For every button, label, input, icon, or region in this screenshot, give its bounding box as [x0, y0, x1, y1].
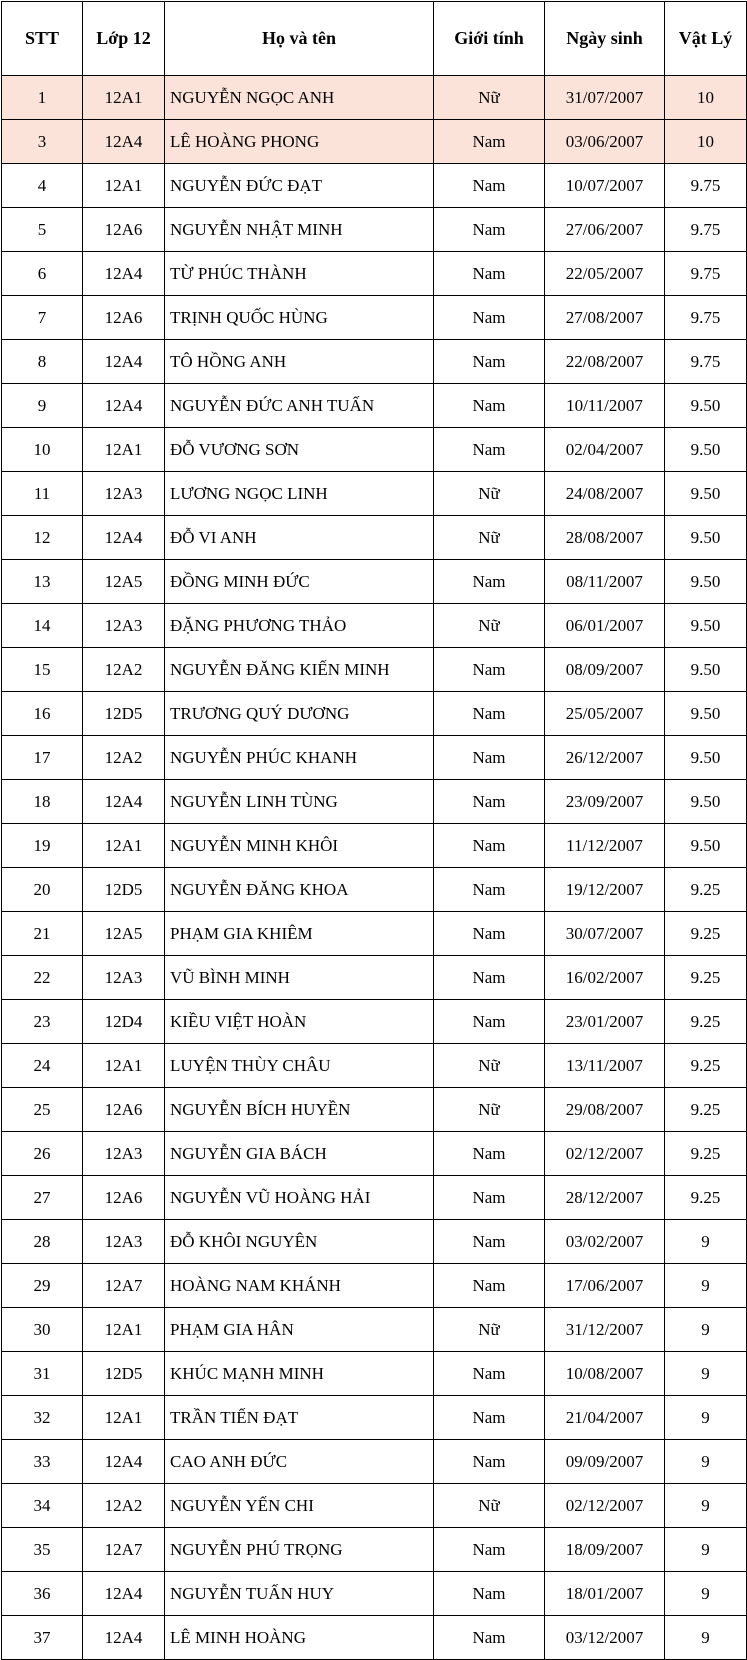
cell-physics: 9.75 [665, 340, 747, 384]
cell-dob: 10/08/2007 [545, 1352, 665, 1396]
cell-physics: 9 [665, 1484, 747, 1528]
cell-name: TRẦN TIẾN ĐẠT [165, 1396, 434, 1440]
cell-name: LƯƠNG NGỌC LINH [165, 472, 434, 516]
cell-dob: 02/04/2007 [545, 428, 665, 472]
cell-name: TRƯƠNG QUÝ DƯƠNG [165, 692, 434, 736]
table-row [2, 868, 747, 912]
cell-stt: 10 [2, 428, 83, 472]
table-row [2, 912, 747, 956]
table-row [2, 208, 747, 252]
table-row [2, 956, 747, 1000]
table-row [2, 1572, 747, 1616]
cell-class: 12A6 [83, 208, 165, 252]
cell-dob: 22/08/2007 [545, 340, 665, 384]
cell-class: 12A4 [83, 1572, 165, 1616]
cell-dob: 19/12/2007 [545, 868, 665, 912]
cell-name: NGUYỄN VŨ HOÀNG HẢI [165, 1176, 434, 1220]
table-row [2, 1000, 747, 1044]
cell-class: 12A5 [83, 560, 165, 604]
cell-gender: Nam [434, 1572, 545, 1616]
cell-dob: 10/11/2007 [545, 384, 665, 428]
cell-gender: Nam [434, 956, 545, 1000]
cell-physics: 9.50 [665, 824, 747, 868]
cell-physics: 9 [665, 1528, 747, 1572]
cell-stt: 14 [2, 604, 83, 648]
cell-dob: 21/04/2007 [545, 1396, 665, 1440]
cell-class: 12A3 [83, 1132, 165, 1176]
cell-gender: Nam [434, 560, 545, 604]
cell-name: LUYỆN THÙY CHÂU [165, 1044, 434, 1088]
cell-stt: 5 [2, 208, 83, 252]
cell-name: NGUYỄN NGỌC ANH [165, 76, 434, 120]
cell-physics: 9.25 [665, 912, 747, 956]
cell-stt: 8 [2, 340, 83, 384]
cell-stt: 24 [2, 1044, 83, 1088]
cell-dob: 27/06/2007 [545, 208, 665, 252]
cell-name: NGUYỄN TUẤN HUY [165, 1572, 434, 1616]
cell-dob: 23/09/2007 [545, 780, 665, 824]
cell-dob: 03/02/2007 [545, 1220, 665, 1264]
cell-stt: 21 [2, 912, 83, 956]
cell-class: 12A4 [83, 120, 165, 164]
cell-class: 12A4 [83, 516, 165, 560]
score-sheet [1, 1, 746, 1660]
cell-physics: 9 [665, 1572, 747, 1616]
cell-gender: Nam [434, 868, 545, 912]
cell-dob: 02/12/2007 [545, 1484, 665, 1528]
cell-stt: 9 [2, 384, 83, 428]
cell-name: KIỀU VIỆT HOÀN [165, 1000, 434, 1044]
cell-name: NGUYỄN ĐĂNG KHOA [165, 868, 434, 912]
cell-class: 12A1 [83, 76, 165, 120]
header-dob: Ngày sinh [545, 2, 665, 76]
cell-name: PHẠM GIA KHIÊM [165, 912, 434, 956]
cell-class: 12A3 [83, 956, 165, 1000]
cell-stt: 22 [2, 956, 83, 1000]
cell-class: 12A1 [83, 824, 165, 868]
cell-class: 12A7 [83, 1528, 165, 1572]
cell-physics: 9.50 [665, 384, 747, 428]
header-name: Họ và tên [165, 2, 434, 76]
cell-physics: 9 [665, 1440, 747, 1484]
cell-name: ĐẶNG PHƯƠNG THẢO [165, 604, 434, 648]
cell-class: 12A1 [83, 164, 165, 208]
cell-stt: 30 [2, 1308, 83, 1352]
cell-name: NGUYỄN GIA BÁCH [165, 1132, 434, 1176]
table-row [2, 560, 747, 604]
cell-dob: 02/12/2007 [545, 1132, 665, 1176]
cell-stt: 23 [2, 1000, 83, 1044]
cell-stt: 36 [2, 1572, 83, 1616]
cell-physics: 9.50 [665, 780, 747, 824]
cell-physics: 9 [665, 1264, 747, 1308]
cell-stt: 37 [2, 1616, 83, 1660]
cell-dob: 11/12/2007 [545, 824, 665, 868]
cell-class: 12A4 [83, 384, 165, 428]
cell-name: NGUYỄN ĐĂNG KIẾN MINH [165, 648, 434, 692]
table-row [2, 76, 747, 120]
cell-class: 12A2 [83, 1484, 165, 1528]
cell-gender: Nam [434, 340, 545, 384]
cell-class: 12A4 [83, 252, 165, 296]
cell-gender: Nữ [434, 472, 545, 516]
cell-class: 12A6 [83, 1176, 165, 1220]
cell-gender: Nam [434, 1440, 545, 1484]
cell-name: NGUYỄN YẾN CHI [165, 1484, 434, 1528]
cell-stt: 33 [2, 1440, 83, 1484]
cell-gender: Nam [434, 1000, 545, 1044]
cell-gender: Nữ [434, 1088, 545, 1132]
table-row [2, 1440, 747, 1484]
table-row [2, 120, 747, 164]
table-row [2, 252, 747, 296]
cell-dob: 28/12/2007 [545, 1176, 665, 1220]
cell-name: TÔ HỒNG ANH [165, 340, 434, 384]
cell-class: 12A4 [83, 340, 165, 384]
cell-class: 12D5 [83, 1352, 165, 1396]
cell-name: TỪ PHÚC THÀNH [165, 252, 434, 296]
cell-stt: 19 [2, 824, 83, 868]
cell-stt: 4 [2, 164, 83, 208]
table-row [2, 604, 747, 648]
header-physics: Vật Lý [665, 2, 747, 76]
cell-gender: Nam [434, 1132, 545, 1176]
cell-gender: Nữ [434, 76, 545, 120]
cell-stt: 32 [2, 1396, 83, 1440]
cell-name: LÊ MINH HOÀNG [165, 1616, 434, 1660]
cell-name: ĐỒNG MINH ĐỨC [165, 560, 434, 604]
header-class: Lớp 12 [83, 2, 165, 76]
cell-physics: 9.75 [665, 296, 747, 340]
cell-dob: 16/02/2007 [545, 956, 665, 1000]
cell-physics: 9 [665, 1616, 747, 1660]
cell-gender: Nam [434, 1220, 545, 1264]
cell-gender: Nam [434, 1352, 545, 1396]
cell-dob: 24/08/2007 [545, 472, 665, 516]
cell-physics: 9.25 [665, 1176, 747, 1220]
cell-dob: 31/07/2007 [545, 76, 665, 120]
cell-gender: Nam [434, 296, 545, 340]
cell-class: 12A1 [83, 1044, 165, 1088]
cell-physics: 9.25 [665, 1132, 747, 1176]
cell-dob: 06/01/2007 [545, 604, 665, 648]
table-row [2, 1044, 747, 1088]
cell-name: NGUYỄN MINH KHÔI [165, 824, 434, 868]
cell-dob: 25/05/2007 [545, 692, 665, 736]
cell-physics: 9.50 [665, 428, 747, 472]
cell-name: ĐỖ VƯƠNG SƠN [165, 428, 434, 472]
table-row [2, 340, 747, 384]
cell-name: HOÀNG NAM KHÁNH [165, 1264, 434, 1308]
cell-name: ĐỖ VI ANH [165, 516, 434, 560]
cell-stt: 31 [2, 1352, 83, 1396]
table-row [2, 1484, 747, 1528]
table-row [2, 692, 747, 736]
cell-physics: 10 [665, 76, 747, 120]
cell-stt: 20 [2, 868, 83, 912]
cell-name: LÊ HOÀNG PHONG [165, 120, 434, 164]
cell-dob: 31/12/2007 [545, 1308, 665, 1352]
cell-physics: 9.75 [665, 208, 747, 252]
cell-gender: Nam [434, 824, 545, 868]
cell-name: VŨ BÌNH MINH [165, 956, 434, 1000]
cell-stt: 13 [2, 560, 83, 604]
cell-class: 12D4 [83, 1000, 165, 1044]
cell-class: 12A1 [83, 1308, 165, 1352]
cell-dob: 18/01/2007 [545, 1572, 665, 1616]
cell-stt: 16 [2, 692, 83, 736]
cell-gender: Nữ [434, 604, 545, 648]
cell-class: 12A1 [83, 1396, 165, 1440]
cell-stt: 27 [2, 1176, 83, 1220]
cell-gender: Nam [434, 120, 545, 164]
cell-gender: Nam [434, 736, 545, 780]
cell-physics: 9.25 [665, 1000, 747, 1044]
cell-gender: Nam [434, 1528, 545, 1572]
cell-stt: 26 [2, 1132, 83, 1176]
cell-class: 12A3 [83, 604, 165, 648]
cell-name: NGUYỄN ĐỨC ANH TUẤN [165, 384, 434, 428]
table-row [2, 1528, 747, 1572]
cell-stt: 15 [2, 648, 83, 692]
cell-stt: 29 [2, 1264, 83, 1308]
cell-physics: 9.50 [665, 692, 747, 736]
cell-class: 12A6 [83, 296, 165, 340]
cell-dob: 08/11/2007 [545, 560, 665, 604]
cell-gender: Nam [434, 912, 545, 956]
cell-class: 12A4 [83, 780, 165, 824]
cell-stt: 17 [2, 736, 83, 780]
cell-name: TRỊNH QUỐC HÙNG [165, 296, 434, 340]
cell-dob: 22/05/2007 [545, 252, 665, 296]
table-row [2, 1176, 747, 1220]
cell-stt: 6 [2, 252, 83, 296]
cell-gender: Nữ [434, 516, 545, 560]
cell-gender: Nam [434, 692, 545, 736]
cell-dob: 10/07/2007 [545, 164, 665, 208]
table-row [2, 1088, 747, 1132]
cell-physics: 9.50 [665, 736, 747, 780]
cell-dob: 27/08/2007 [545, 296, 665, 340]
table-row [2, 516, 747, 560]
cell-class: 12A2 [83, 736, 165, 780]
table-row [2, 648, 747, 692]
cell-gender: Nam [434, 1616, 545, 1660]
cell-dob: 13/11/2007 [545, 1044, 665, 1088]
cell-gender: Nữ [434, 1308, 545, 1352]
table-row [2, 1132, 747, 1176]
cell-class: 12A5 [83, 912, 165, 956]
cell-name: NGUYỄN NHẬT MINH [165, 208, 434, 252]
cell-class: 12A1 [83, 428, 165, 472]
cell-dob: 08/09/2007 [545, 648, 665, 692]
cell-dob: 03/12/2007 [545, 1616, 665, 1660]
cell-stt: 7 [2, 296, 83, 340]
cell-gender: Nam [434, 384, 545, 428]
cell-stt: 1 [2, 76, 83, 120]
cell-name: NGUYỄN LINH TÙNG [165, 780, 434, 824]
cell-gender: Nam [434, 780, 545, 824]
cell-stt: 18 [2, 780, 83, 824]
cell-gender: Nữ [434, 1484, 545, 1528]
cell-name: ĐỖ KHÔI NGUYÊN [165, 1220, 434, 1264]
cell-dob: 30/07/2007 [545, 912, 665, 956]
cell-dob: 03/06/2007 [545, 120, 665, 164]
cell-name: NGUYỄN PHÚC KHANH [165, 736, 434, 780]
table-row [2, 780, 747, 824]
table-row [2, 1264, 747, 1308]
cell-physics: 9.50 [665, 560, 747, 604]
cell-physics: 9 [665, 1308, 747, 1352]
cell-dob: 29/08/2007 [545, 1088, 665, 1132]
cell-dob: 17/06/2007 [545, 1264, 665, 1308]
cell-physics: 9.25 [665, 956, 747, 1000]
cell-physics: 9.50 [665, 472, 747, 516]
table-row [2, 1308, 747, 1352]
cell-class: 12A2 [83, 648, 165, 692]
cell-class: 12D5 [83, 692, 165, 736]
cell-gender: Nam [434, 428, 545, 472]
cell-name: PHẠM GIA HÂN [165, 1308, 434, 1352]
header-row [2, 2, 747, 76]
cell-dob: 23/01/2007 [545, 1000, 665, 1044]
cell-dob: 18/09/2007 [545, 1528, 665, 1572]
cell-stt: 35 [2, 1528, 83, 1572]
cell-physics: 9.25 [665, 1088, 747, 1132]
table-row [2, 1352, 747, 1396]
cell-physics: 9 [665, 1396, 747, 1440]
cell-gender: Nữ [434, 1044, 545, 1088]
table-row [2, 164, 747, 208]
cell-dob: 28/08/2007 [545, 516, 665, 560]
cell-physics: 9.75 [665, 164, 747, 208]
table-row [2, 296, 747, 340]
cell-gender: Nam [434, 208, 545, 252]
table-row [2, 384, 747, 428]
cell-stt: 25 [2, 1088, 83, 1132]
cell-stt: 3 [2, 120, 83, 164]
cell-class: 12A3 [83, 472, 165, 516]
cell-physics: 9 [665, 1352, 747, 1396]
cell-stt: 11 [2, 472, 83, 516]
cell-class: 12D5 [83, 868, 165, 912]
cell-stt: 28 [2, 1220, 83, 1264]
cell-gender: Nam [434, 252, 545, 296]
table-row [2, 736, 747, 780]
cell-physics: 9.50 [665, 648, 747, 692]
header-stt: STT [2, 2, 83, 76]
cell-gender: Nam [434, 1396, 545, 1440]
table-row [2, 824, 747, 868]
cell-physics: 9.25 [665, 868, 747, 912]
cell-physics: 9.25 [665, 1044, 747, 1088]
cell-dob: 26/12/2007 [545, 736, 665, 780]
table-row [2, 1616, 747, 1660]
cell-physics: 9.75 [665, 252, 747, 296]
cell-gender: Nam [434, 164, 545, 208]
cell-physics: 9 [665, 1220, 747, 1264]
cell-dob: 09/09/2007 [545, 1440, 665, 1484]
table-row [2, 1220, 747, 1264]
cell-class: 12A3 [83, 1220, 165, 1264]
table-row [2, 428, 747, 472]
cell-name: KHÚC MẠNH MINH [165, 1352, 434, 1396]
table-row [2, 1396, 747, 1440]
score-table [1, 1, 747, 1660]
cell-physics: 10 [665, 120, 747, 164]
cell-class: 12A4 [83, 1440, 165, 1484]
cell-gender: Nam [434, 648, 545, 692]
cell-physics: 9.50 [665, 604, 747, 648]
cell-class: 12A7 [83, 1264, 165, 1308]
cell-class: 12A6 [83, 1088, 165, 1132]
header-gender: Giới tính [434, 2, 545, 76]
cell-name: NGUYỄN BÍCH HUYỀN [165, 1088, 434, 1132]
table-body [2, 76, 747, 1660]
cell-gender: Nam [434, 1264, 545, 1308]
cell-stt: 12 [2, 516, 83, 560]
cell-gender: Nam [434, 1176, 545, 1220]
cell-stt: 34 [2, 1484, 83, 1528]
cell-class: 12A4 [83, 1616, 165, 1660]
table-row [2, 472, 747, 516]
cell-name: NGUYỄN PHÚ TRỌNG [165, 1528, 434, 1572]
cell-physics: 9.50 [665, 516, 747, 560]
cell-name: NGUYỄN ĐỨC ĐẠT [165, 164, 434, 208]
cell-name: CAO ANH ĐỨC [165, 1440, 434, 1484]
